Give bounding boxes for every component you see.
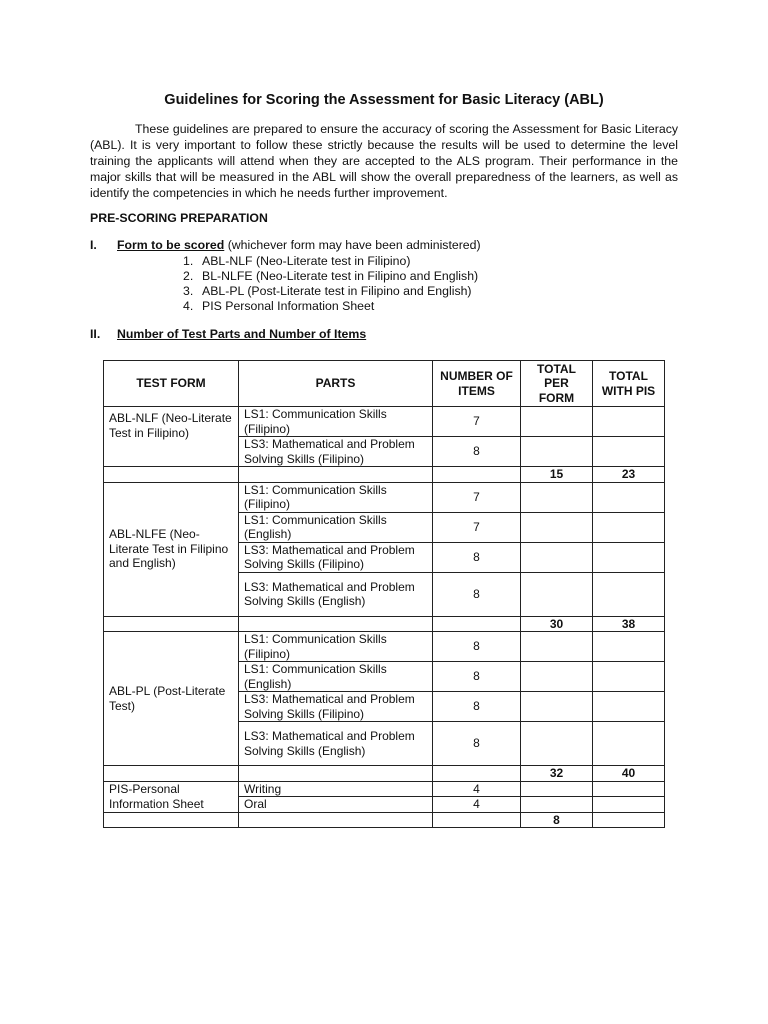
total-with-pis-cell: 23: [593, 467, 665, 483]
table-row: [104, 482, 665, 512]
empty-cell: [593, 722, 665, 766]
empty-cell: [433, 812, 521, 828]
items-cell: 7: [433, 407, 521, 437]
empty-cell: [239, 616, 433, 632]
items-cell: 8: [433, 722, 521, 766]
part-cell: LS1: Communication Skills (English): [239, 512, 433, 542]
section-label: Form to be scored: [117, 238, 225, 252]
empty-cell: [593, 632, 665, 662]
part-cell: LS1: Communication Skills (Filipino): [239, 407, 433, 437]
empty-cell: [239, 467, 433, 483]
header-number-of-items: NUMBER OF ITEMS: [433, 361, 521, 407]
empty-cell: [433, 766, 521, 782]
empty-cell: [239, 766, 433, 782]
part-cell: LS3: Mathematical and Problem Solving Skills (English): [239, 572, 433, 616]
empty-cell: [521, 437, 593, 467]
empty-cell: [104, 467, 239, 483]
section-numeral: II.: [90, 327, 101, 341]
items-cell: 8: [433, 437, 521, 467]
items-cell: 8: [433, 572, 521, 616]
empty-cell: [593, 662, 665, 692]
empty-cell: [521, 662, 593, 692]
items-cell: 8: [433, 542, 521, 572]
empty-cell: [433, 616, 521, 632]
empty-cell: [104, 812, 239, 828]
total-with-pis-cell: 40: [593, 766, 665, 782]
section-numeral: I.: [90, 238, 97, 252]
part-cell: LS1: Communication Skills (Filipino): [239, 482, 433, 512]
total-per-form-cell: 15: [521, 467, 593, 483]
empty-cell: [593, 407, 665, 437]
empty-cell: [521, 781, 593, 797]
items-cell: 8: [433, 632, 521, 662]
empty-cell: [521, 542, 593, 572]
part-cell: Writing: [239, 781, 433, 797]
empty-cell: [104, 616, 239, 632]
empty-cell: [593, 797, 665, 813]
total-per-form-cell: 32: [521, 766, 593, 782]
table-row: [104, 632, 665, 662]
list-item: 3. ABL-PL (Post-Literate test in Filipino and English): [183, 284, 472, 298]
empty-cell: [521, 797, 593, 813]
empty-cell: [521, 572, 593, 616]
empty-cell: [593, 542, 665, 572]
items-cell: 8: [433, 692, 521, 722]
test-form-cell: ABL-NLF (Neo-Literate Test in Filipino): [104, 407, 239, 467]
empty-cell: [593, 482, 665, 512]
table-total-row: [104, 467, 665, 483]
empty-cell: [433, 467, 521, 483]
items-cell: 7: [433, 482, 521, 512]
empty-cell: [521, 722, 593, 766]
empty-cell: [593, 572, 665, 616]
header-total-with-pis: TOTAL WITH PIS: [593, 361, 665, 407]
empty-cell: [593, 812, 665, 828]
part-cell: LS1: Communication Skills (English): [239, 662, 433, 692]
test-form-cell: ABL-NLFE (Neo-Literate Test in Filipino and English): [104, 482, 239, 616]
section-form-to-be-scored: [90, 238, 481, 252]
part-cell: LS1: Communication Skills (Filipino): [239, 632, 433, 662]
header-total-per-form: TOTAL PER FORM: [521, 361, 593, 407]
section-test-parts: [90, 327, 366, 341]
empty-cell: [593, 781, 665, 797]
empty-cell: [521, 692, 593, 722]
items-cell: 7: [433, 512, 521, 542]
part-cell: Oral: [239, 797, 433, 813]
total-per-form-cell: 8: [521, 812, 593, 828]
items-cell: 4: [433, 797, 521, 813]
empty-cell: [239, 812, 433, 828]
part-cell: LS3: Mathematical and Problem Solving Skills (English): [239, 722, 433, 766]
intro-paragraph: These guidelines are prepared to ensure the accuracy of scoring the Assessment for Basic Literacy (ABL). It is very important to follow these strictly because the results will be used to determine the level training the applicants will attend when they are accepted to the ALS program. Their performance in the major skills that will be measured in the ABL will show the overall preparedness of the learners, as well as identify the competencies in which he needs further improvement.: [90, 122, 678, 200]
document-title: Guidelines for Scoring the Assessment for Basic Literacy (ABL): [164, 92, 604, 108]
empty-cell: [521, 407, 593, 437]
table-header-row: [104, 361, 665, 407]
pre-scoring-heading: PRE-SCORING PREPARATION: [90, 211, 268, 225]
empty-cell: [593, 437, 665, 467]
test-form-cell: ABL-PL (Post-Literate Test): [104, 632, 239, 766]
total-per-form-cell: 30: [521, 616, 593, 632]
list-item: 1. ABL-NLF (Neo-Literate test in Filipino): [183, 254, 411, 268]
empty-cell: [593, 512, 665, 542]
empty-cell: [521, 512, 593, 542]
total-with-pis-cell: 38: [593, 616, 665, 632]
section-note: (whichever form may have been administered): [224, 238, 481, 252]
table-total-row: [104, 812, 665, 828]
table-total-row: [104, 616, 665, 632]
test-form-cell: PIS-Personal Information Sheet: [104, 781, 239, 812]
part-cell: LS3: Mathematical and Problem Solving Skills (Filipino): [239, 692, 433, 722]
list-item: 4. PIS Personal Information Sheet: [183, 299, 375, 313]
part-cell: LS3: Mathematical and Problem Solving Skills (Filipino): [239, 542, 433, 572]
list-item: 2. BL-NLFE (Neo-Literate test in Filipino and English): [183, 269, 479, 283]
forms-list: [183, 254, 478, 314]
items-cell: 8: [433, 662, 521, 692]
table-row: [104, 781, 665, 797]
empty-cell: [104, 766, 239, 782]
empty-cell: [521, 482, 593, 512]
part-cell: LS3: Mathematical and Problem Solving Skills (Filipino): [239, 437, 433, 467]
items-cell: 4: [433, 781, 521, 797]
section-label: Number of Test Parts and Number of Items: [117, 327, 367, 341]
scoring-table: [103, 360, 665, 828]
empty-cell: [593, 692, 665, 722]
empty-cell: [521, 632, 593, 662]
table-row: [104, 407, 665, 437]
table-total-row: [104, 766, 665, 782]
header-test-form: TEST FORM: [104, 361, 239, 407]
header-parts: PARTS: [239, 361, 433, 407]
